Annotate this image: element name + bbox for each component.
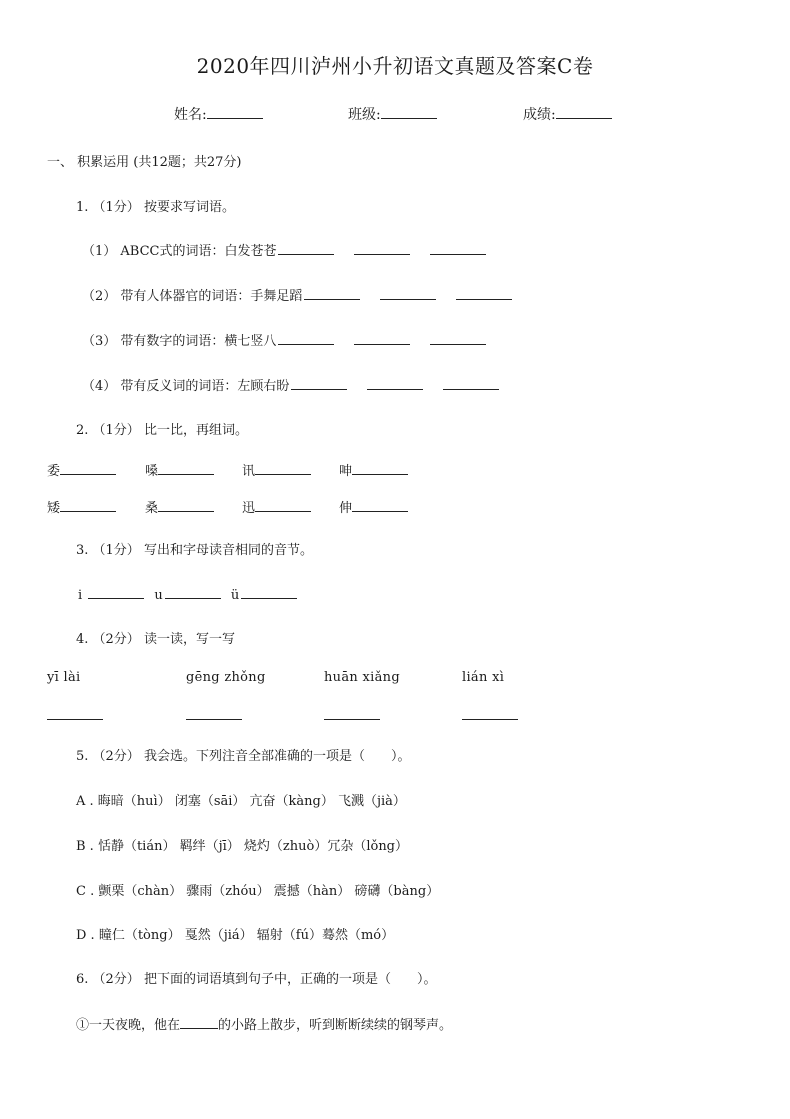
q2-cell: [242, 460, 311, 479]
q2-char: 桑: [145, 501, 159, 516]
class-label: 班级:: [348, 107, 381, 123]
q3-letter: u: [154, 588, 163, 603]
q6-sentence-before: ①一天夜晚，他在: [76, 1018, 181, 1033]
answer-blank[interactable]: [158, 460, 214, 475]
name-blank[interactable]: [207, 104, 263, 119]
q3-answers: [78, 584, 297, 603]
q1-item-text: （2） 带有人体器官的词语：手舞足蹈: [82, 289, 303, 304]
q4-pinyin: gēng zhǒng: [186, 670, 266, 685]
q1-item-3: [82, 330, 486, 349]
answer-blank[interactable]: [278, 330, 334, 345]
answer-blank[interactable]: [255, 497, 311, 512]
answer-blank[interactable]: [430, 330, 486, 345]
answer-blank[interactable]: [462, 705, 518, 720]
class-field: [348, 104, 437, 124]
q2-cell: [339, 497, 408, 516]
q2-char: 呻: [339, 464, 353, 479]
answer-blank[interactable]: [352, 497, 408, 512]
q2-char: 讯: [242, 464, 256, 479]
answer-blank[interactable]: [241, 584, 297, 599]
q1-item-4: [82, 375, 499, 394]
question-4-stem: 4. （2分） 读一读，写一写: [76, 632, 235, 647]
q2-char: 迅: [242, 501, 256, 516]
q2-char: 伸: [339, 501, 353, 516]
q5-option-a[interactable]: A . 晦暗（huì） 闭塞（sāi） 亢奋（kàng） 飞溅（jià）: [76, 794, 406, 809]
answer-blank[interactable]: [47, 705, 103, 720]
q2-cell: [47, 460, 116, 479]
q2-char: 嗓: [145, 464, 159, 479]
name-label: 姓名:: [174, 107, 207, 123]
q1-item-text: （3） 带有数字的词语：横七竖八: [82, 334, 277, 349]
answer-blank[interactable]: [367, 375, 423, 390]
q5-option-c[interactable]: C . 颤栗（chàn） 骤雨（zhóu） 震撼（hàn） 磅礴（bàng）: [76, 884, 440, 899]
answer-blank[interactable]: [60, 497, 116, 512]
answer-blank[interactable]: [354, 330, 410, 345]
answer-blank[interactable]: [430, 240, 486, 255]
answer-blank[interactable]: [255, 460, 311, 475]
answer-blank[interactable]: [186, 705, 242, 720]
answer-blank[interactable]: [278, 240, 334, 255]
question-5-stem: 5. （2分） 我会选。下列注音全部准确的一项是（ ）。: [76, 749, 411, 764]
q4-pinyin: huān xiǎng: [324, 670, 400, 685]
page-title: 2020年四川泸州小升初语文真题及答案C卷: [196, 54, 594, 78]
q6-sentence: [76, 1014, 452, 1033]
q2-cell: [339, 460, 408, 479]
q2-cell: [145, 460, 214, 479]
answer-blank[interactable]: [456, 285, 512, 300]
question-1-stem: 1. （1分） 按要求写词语。: [76, 200, 235, 215]
q5-option-b[interactable]: B . 恬静（tián） 羁绊（jī） 烧灼（zhuò）冗杂（lǒng）: [76, 839, 409, 854]
answer-blank[interactable]: [354, 240, 410, 255]
answer-blank[interactable]: [60, 460, 116, 475]
name-field: [174, 104, 263, 124]
score-blank[interactable]: [556, 104, 612, 119]
class-blank[interactable]: [381, 104, 437, 119]
score-label: 成绩:: [523, 107, 556, 123]
q2-cell: [242, 497, 311, 516]
q1-item-text: （1） ABCC式的词语：白发苍苍: [82, 244, 277, 259]
question-6-stem: 6. （2分） 把下面的词语填到句子中，正确的一项是（ ）。: [76, 972, 437, 987]
question-2-stem: 2. （1分） 比一比，再组词。: [76, 423, 248, 438]
q2-cell: [47, 497, 116, 516]
section-heading: 一、 积累运用 (共12题；共27分): [47, 155, 242, 170]
answer-blank[interactable]: [304, 285, 360, 300]
score-field: [523, 104, 612, 124]
answer-blank[interactable]: [88, 584, 144, 599]
answer-blank[interactable]: [180, 1014, 218, 1029]
q2-cell: [145, 497, 214, 516]
answer-blank[interactable]: [158, 497, 214, 512]
q1-item-2: [82, 285, 512, 304]
q1-item-text: （4） 带有反义词的词语：左顾右盼: [82, 379, 290, 394]
q4-pinyin: lián xì: [462, 670, 505, 685]
q6-sentence-after: 的小路上散步，听到断断续续的钢琴声。: [218, 1018, 453, 1033]
q2-char: 委: [47, 464, 61, 479]
q1-item-1: [82, 240, 486, 259]
q3-letter: i: [78, 588, 83, 603]
question-3-stem: 3. （1分） 写出和字母读音相同的音节。: [76, 543, 313, 558]
q2-char: 矮: [47, 501, 61, 516]
answer-blank[interactable]: [291, 375, 347, 390]
q5-option-d[interactable]: D . 瞳仁（tòng） 戛然（jiá） 辐射（fú）蓦然（mó）: [76, 928, 395, 943]
answer-blank[interactable]: [165, 584, 221, 599]
answer-blank[interactable]: [352, 460, 408, 475]
answer-blank[interactable]: [443, 375, 499, 390]
q4-pinyin: yī lài: [47, 670, 81, 685]
answer-blank[interactable]: [324, 705, 380, 720]
q3-letter: ü: [230, 588, 240, 603]
answer-blank[interactable]: [380, 285, 436, 300]
